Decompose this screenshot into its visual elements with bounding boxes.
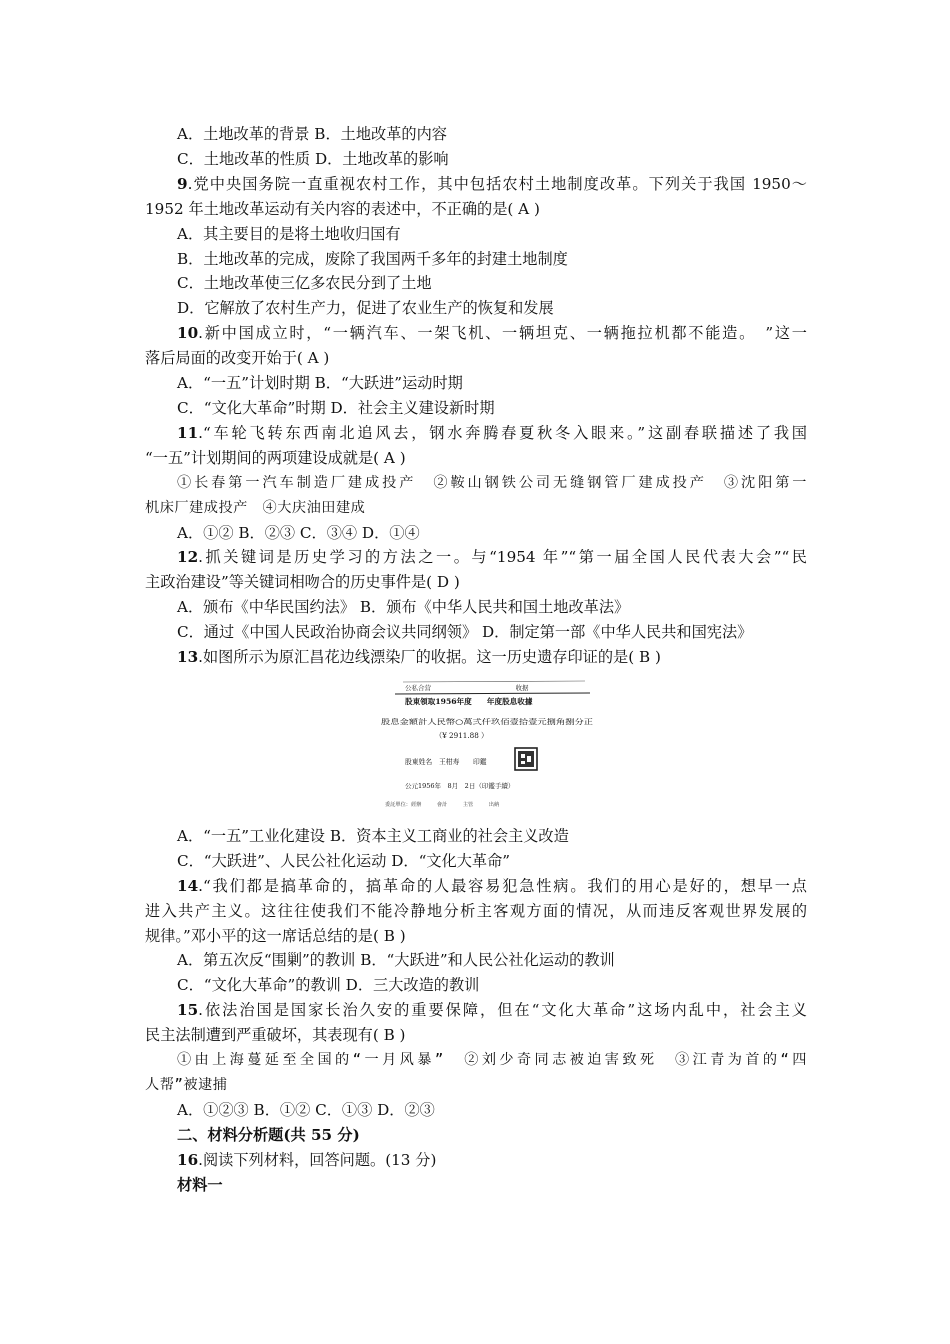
q11-statements-line1: ①长春第一汽车制造厂建成投产 ②鞍山钢铁公司无缝钢管厂建成投产 ③沈阳第一 xyxy=(177,474,807,491)
q13-option-ab: A．“一五”工业化建设 B．资本主义工商业的社会主义改造 xyxy=(177,826,569,845)
q15-stem xyxy=(145,998,807,1023)
q11-statements-line2: 机床厂建成投产 ④大庆油田建成 xyxy=(145,499,366,516)
q9-option-b: B．土地改革的完成，废除了我国两千多年的封建土地制度 xyxy=(177,249,568,268)
q12-stem-line2: 主政治建设”等关键词相吻合的历史事件是( D ) xyxy=(145,573,460,592)
q16-number: 16 xyxy=(177,1150,199,1169)
q15-stem-line1: .依法治国是国家长治久安的重要保障，但在“文化大革命”这场内乱中，社会主义 xyxy=(198,1001,807,1020)
q13-number: 13 xyxy=(177,648,199,667)
q14-stem-line2: 进入共产主义。这往往使我们不能冷静地分析主客观方面的情况，从而违反客观世界发展的 xyxy=(145,901,807,920)
q14-option-cd: C．“文化大革命”的教训 D．三大改造的教训 xyxy=(177,976,480,995)
q15-options: A．①②③ B．①② C．①③ D．②③ xyxy=(177,1100,435,1119)
q15-number: 15 xyxy=(177,1001,199,1020)
exam-page xyxy=(145,122,807,1198)
q9-option-c: C．土地改革使三亿多农民分到了土地 xyxy=(177,274,432,293)
q15-stem-line2: 民主法制遭到严重破坏，其表现有( B ) xyxy=(145,1026,406,1045)
receipt-amount-line: 股息金額計人民幣○萬弍仟玖佰壹拾壹元捌角捌分正 xyxy=(381,717,542,726)
receipt-header: 公私合营 收据 xyxy=(405,683,529,692)
receipt-year-line: 股東領取1956年度 年度股息收據 xyxy=(405,696,533,706)
section-2-heading: 二、材料分析题(共 55 分) xyxy=(177,1125,360,1144)
q8-option-ab: A．土地改革的背景 B．土地改革的内容 xyxy=(177,125,447,143)
q8-option-cd: C．土地改革的性质 D．土地改革的影响 xyxy=(177,149,449,168)
receipt-date-line: 公元1956年 8月 2日（印鑑手續） xyxy=(405,781,515,790)
q14-stem xyxy=(145,874,807,899)
q12-stem xyxy=(145,545,807,570)
material-1-label: 材料一 xyxy=(177,1175,223,1194)
q12-option-cd: C．通过《中国人民政治协商会议共同纲领》 D．制定第一部《中华人民共和国宪法》 xyxy=(177,623,753,642)
q9-stem xyxy=(145,172,807,197)
q13-stem-line1: .如图所示为原汇昌花边线漂染厂的收据。这一历史遗存印证的是( B ) xyxy=(198,648,661,667)
q11-options: A．①② B．②③ C．③④ D．①④ xyxy=(177,523,420,542)
q14-option-ab: A．第五次反“围剿”的教训 B．“大跃进”和人民公社化运动的教训 xyxy=(177,951,615,970)
receipt-amount-number: （¥ 2911.88 ） xyxy=(435,730,489,740)
q12-number: 12 xyxy=(177,548,199,567)
q14-stem-line3: 规律。”邓小平的这一席话总结的是( B ) xyxy=(145,926,406,945)
q9-number: 9 xyxy=(177,174,188,193)
q15-statements-line2: 人帮”被逮捕 xyxy=(145,1077,228,1093)
q9-option-a: A．其主要目的是将土地收归国有 xyxy=(177,224,401,243)
receipt-name-line: 股東姓名 王柑寿 印鑑 xyxy=(405,757,487,766)
q11-stem xyxy=(145,421,807,446)
q14-stem-line1: .“我们都是搞革命的，搞革命的人最容易犯急性病。我们的用心是好的，想早一点 xyxy=(198,876,807,895)
q11-stem-line2: “一五”计划期间的两项建设成就是( A ) xyxy=(145,448,406,467)
q9-stem-line1: .党中央国务院一直重视农村工作，其中包括农村土地制度改革。下列关于我国 1950～ xyxy=(187,174,807,193)
q11-number: 11 xyxy=(177,423,199,442)
q16-stem xyxy=(145,1148,807,1173)
q14-number: 14 xyxy=(177,876,199,895)
q16-stem-line1: .阅读下列材料，回答问题。(13 分) xyxy=(198,1150,437,1169)
q15-statements-line1: ①由上海蔓延至全国的“一月风暴” ②刘少奇同志被迫害致死 ③江青为首的“四 xyxy=(177,1052,807,1069)
q13-stem xyxy=(145,645,807,670)
q12-stem-line1: .抓关键词是历史学习的方法之一。与“1954 年”“第一届全国人民代表大会”“民 xyxy=(198,548,807,567)
q11-stem-line1: .“车轮飞转东西南北追风去，钢水奔腾春夏秋冬入眼来。”这副春联描述了我国 xyxy=(198,423,807,442)
q10-option-ab: A．“一五”计划时期 B．“大跃进”运动时期 xyxy=(177,374,463,393)
q10-stem-line2: 落后局面的改变开始于( A ) xyxy=(145,349,330,368)
q10-stem xyxy=(145,321,807,346)
q9-option-d: D．它解放了农村生产力，促进了农业生产的恢复和发展 xyxy=(177,299,554,318)
q12-option-ab: A．颁布《中华民国约法》 B．颁布《中华人民共和国土地改革法》 xyxy=(177,598,630,617)
receipt-image xyxy=(375,676,597,810)
q9-stem-line2: 1952 年土地改革运动有关内容的表述中，不正确的是( A ) xyxy=(145,199,540,218)
receipt-footer: 委託單位：經辦 會計 主管 出納 xyxy=(385,801,500,808)
receipt-figure xyxy=(145,676,807,816)
q10-number: 10 xyxy=(177,324,199,343)
q13-option-cd: C．“大跃进”、人民公社化运动 D．“文化大革命” xyxy=(177,851,511,870)
q10-stem-line1: .新中国成立时，“一辆汽车、一架飞机、一辆坦克、一辆拖拉机都不能造。 ”这一 xyxy=(198,324,807,343)
seal-stamp xyxy=(515,748,537,770)
q10-option-cd: C．“文化大革命”时期 D．社会主义建设新时期 xyxy=(177,398,495,417)
